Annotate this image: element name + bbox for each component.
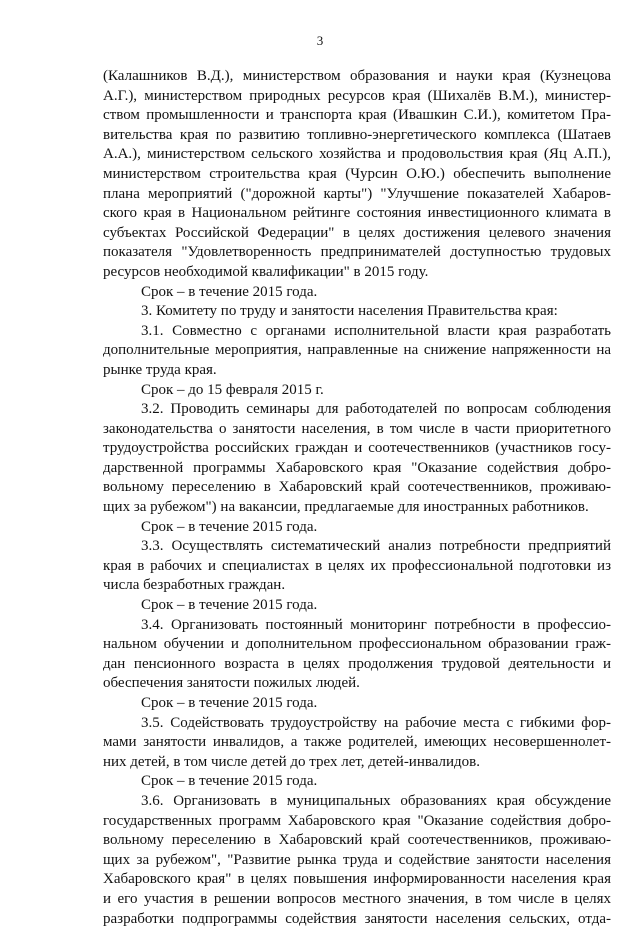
deadline-line: Срок – до 15 февраля 2015 г. (141, 381, 324, 398)
deadline-line: Срок – в течение 2015 года. (141, 597, 318, 614)
text-line: рынке труда края. (103, 361, 217, 378)
section-heading: 3. Комитету по труду и занятости населения Правительства края: (141, 303, 558, 320)
page-number: 3 (316, 33, 324, 48)
text-line: дополнительные мероприятия, направленные на снижение напряженности на (103, 342, 611, 359)
text-line: плана мероприятий ("дорожной карты") "Улучшение показателей Хабаров- (103, 185, 611, 202)
text-line: министерством строительства края (Чурсин О.Ю.) обеспечить выполнение (103, 165, 611, 182)
deadline-line: Срок – в течение 2015 года. (141, 773, 318, 790)
text-line: щих за рубежом") на вакансии, предлагаемые для иностранных работников. (103, 499, 589, 516)
text-line: вольному переселению в Хабаровский край соотечественников, проживаю- (103, 479, 611, 496)
text-line: 3.4. Организовать постоянный мониторинг потребности в профессио- (141, 616, 611, 633)
text-line: вительства края по развитию топливно-энергетического комплекса (Шатаев (103, 126, 611, 143)
text-line: показателя "Удовлетворенность предпринимателей доступностью трудовых (103, 244, 611, 261)
text-line: 3.6. Организовать в муниципальных образованиях края обсуждение (141, 792, 611, 809)
text-line: 3.3. Осуществлять систематический анализ потребности предприятий (141, 538, 611, 555)
text-line: А.Г.), министерством природных ресурсов края (Шихалёв В.М.), министер- (103, 87, 611, 104)
text-line: щих за рубежом", "Развитие рынка труда и содействие занятости населения (103, 851, 611, 868)
text-line: мами занятости инвалидов, а также родителей, имеющих несовершеннолет- (103, 734, 611, 751)
text-line: 3.5. Содействовать трудоустройству на рабочие места с гибкими фор- (141, 714, 611, 731)
text-line: разработки подпрограммы содействия занятости населения сельских, отда- (103, 910, 611, 927)
text-line: дан пенсионного возраста в целях продолжения трудовой деятельности и (103, 655, 611, 672)
text-line: 3.1. Совместно с органами исполнительной власти края разработать (141, 322, 611, 339)
text-line: А.А.), министерством сельского хозяйства и продовольствия края (Яц А.П.), (103, 146, 611, 163)
text-line: нальном обучении и дополнительном профессиональном образовании граж- (103, 636, 611, 653)
text-line: 3.2. Проводить семинары для работодателей по вопросам соблюдения (141, 401, 611, 418)
text-line: (Калашников В.Д.), министерством образования и науки края (Кузнецова (103, 68, 611, 84)
text-line: числа безработных граждан. (103, 577, 286, 594)
text-line: дарственной программы Хабаровского края "Оказание содействия добро- (103, 459, 611, 476)
text-line: Хабаровского края" в целях повышения информированности населения края (103, 871, 611, 888)
document-body (103, 67, 611, 929)
deadline-line: Срок – в течение 2015 года. (141, 283, 318, 300)
text-line: края в рабочих и специалистах в целях их профессиональной подготовки из (103, 557, 611, 574)
text-line: законодательства о занятости населения, в том числе в части приоритетного (103, 420, 611, 437)
text-line: трудоустройства российских граждан и соотечественников (участников госу- (103, 440, 611, 457)
text-line: ством промышленности и транспорта края (Ивашкин С.И.), комитетом Пра- (103, 107, 611, 124)
text-line: обеспечения занятости пожилых людей. (103, 675, 360, 692)
deadline-line: Срок – в течение 2015 года. (141, 695, 318, 711)
text-line: ского края в Национальном рейтинге состояния инвестиционного климата в (103, 205, 611, 222)
text-line: субъектах Российской Федерации" в целях достижения целевого значения (103, 224, 611, 241)
text-line: них детей, в том числе детей до трех лет, детей-инвалидов. (103, 753, 481, 770)
text-line: ресурсов необходимой квалификации" в 2015 году. (103, 263, 429, 280)
text-line: и его участия в решении вопросов местного значения, в том числе в целях (103, 890, 611, 907)
deadline-line: Срок – в течение 2015 года. (141, 518, 318, 535)
text-line: вольному переселению в Хабаровский край соотечественников, проживаю- (103, 832, 611, 849)
text-line: государственных программ Хабаровского края "Оказание содействия добро- (103, 812, 611, 829)
